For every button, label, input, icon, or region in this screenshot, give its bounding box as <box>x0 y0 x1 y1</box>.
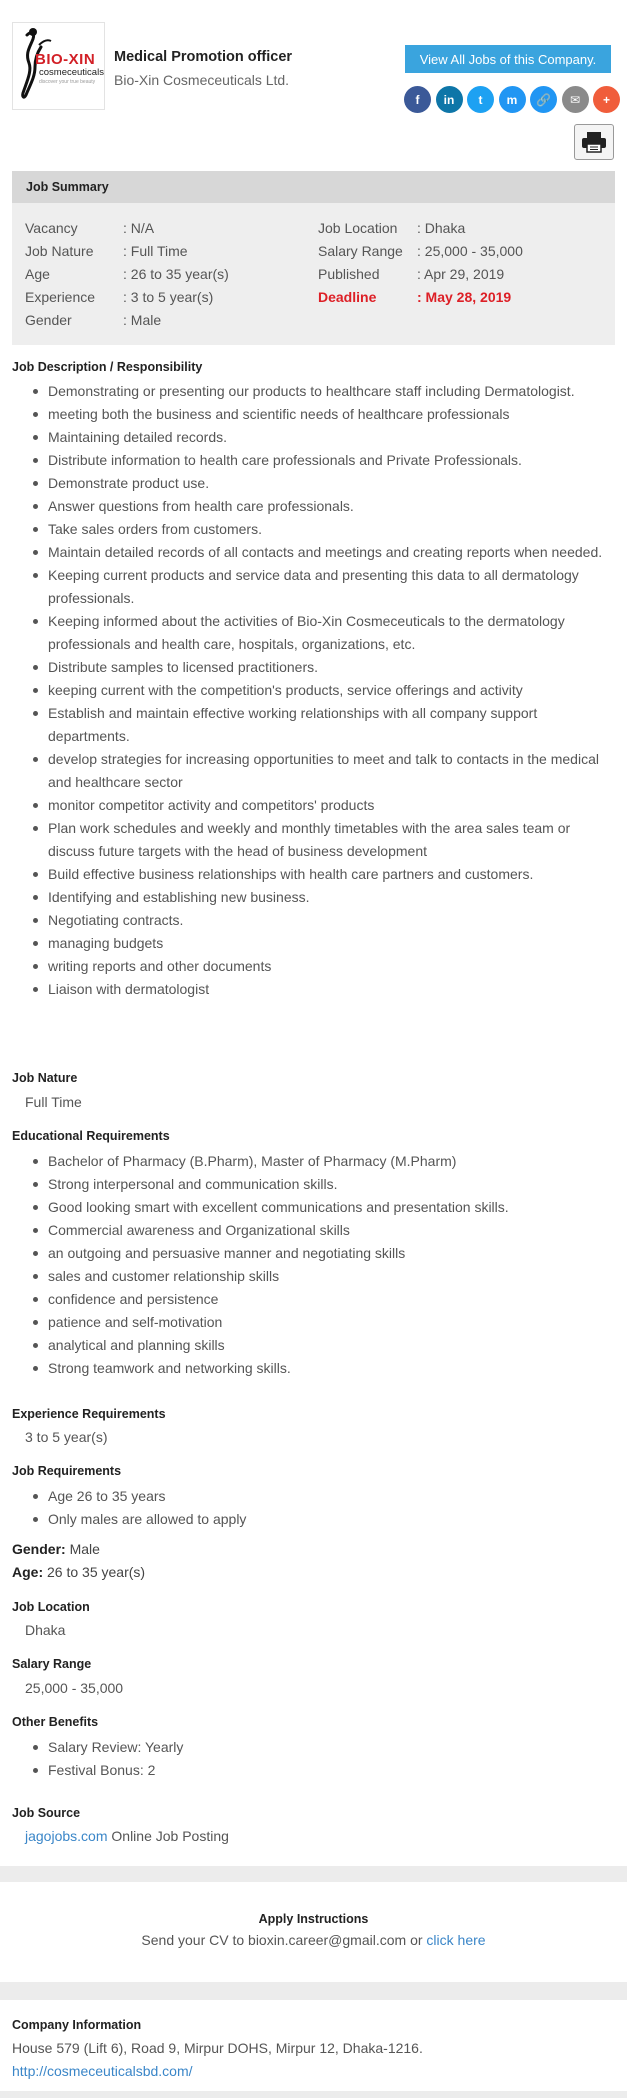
gender-line: Gender: Male <box>12 1541 100 1557</box>
list-item: Demonstrating or presenting our products to healthcare staff including Dermatologist. <box>29 380 619 403</box>
list-item: Maintaining detailed records. <box>29 426 619 449</box>
source-line: jagojobs.com Online Job Posting <box>25 1828 229 1844</box>
source-title: Job Source <box>12 1806 81 1820</box>
list-item: Answer questions from health care professionals. <box>29 495 619 518</box>
experience-title: Experience Requirements <box>12 1407 166 1421</box>
list-item: Maintain detailed records of all contacts and meetings and creating reports when needed. <box>29 541 619 564</box>
apply-text: Send your CV to bioxin.career@gmail.com or click here <box>141 1932 486 1948</box>
logo-tagline: discover your true beauty <box>39 79 96 85</box>
company-website-link[interactable]: http://cosmeceuticalsbd.com/ <box>12 2063 193 2079</box>
job-summary-heading: Job Summary <box>12 171 615 203</box>
job-requirements-list <box>29 1485 619 1531</box>
location-value: Dhaka <box>25 1622 66 1638</box>
company-info-title: Company Information <box>12 2018 142 2032</box>
summary-deadline: Deadline : May 28, 2019 <box>318 289 512 305</box>
list-item: Good looking smart with excellent communications and presentation skills. <box>29 1196 619 1219</box>
company-logo[interactable] <box>12 22 105 110</box>
list-item: Keeping current products and service data and presenting this data to all dermatology professionals. <box>29 564 619 610</box>
list-item: Distribute samples to licensed practitioners. <box>29 656 619 679</box>
list-item: Build effective business relationships with health care partners and customers. <box>29 863 619 886</box>
printer-icon <box>581 131 607 153</box>
link-icon[interactable]: 🔗 <box>530 86 557 113</box>
job-nature-title: Job Nature <box>12 1071 78 1085</box>
list-item: patience and self-motivation <box>29 1311 619 1334</box>
job-header <box>0 0 627 170</box>
list-item: Festival Bonus: 2 <box>29 1759 619 1782</box>
share-buttons <box>404 86 620 113</box>
job-nature-value: Full Time <box>25 1094 82 1110</box>
company-name[interactable]: Bio-Xin Cosmeceuticals Ltd. <box>114 72 290 88</box>
list-item: Salary Review: Yearly <box>29 1736 619 1759</box>
job-title: Medical Promotion officer <box>114 49 293 65</box>
age-line: Age: 26 to 35 year(s) <box>12 1564 146 1580</box>
footer-band <box>0 2091 627 2098</box>
job-requirements-title: Job Requirements <box>12 1464 122 1478</box>
twitter-icon[interactable]: t <box>467 86 494 113</box>
summary-salary: Salary Range : 25,000 - 35,000 <box>318 243 523 259</box>
summary-location: Job Location : Dhaka <box>318 220 466 236</box>
list-item: Age 26 to 35 years <box>29 1485 619 1508</box>
list-item: Take sales orders from customers. <box>29 518 619 541</box>
messenger-icon[interactable]: m <box>499 86 526 113</box>
description-title: Job Description / Responsibility <box>12 360 203 374</box>
description-list <box>29 380 619 1001</box>
print-button[interactable] <box>574 124 614 160</box>
list-item: develop strategies for increasing opportunities to meet and talk to contacts in the medical and healthcare sector <box>29 748 619 794</box>
summary-published: Published : Apr 29, 2019 <box>318 266 505 282</box>
salary-value: 25,000 - 35,000 <box>25 1680 124 1696</box>
list-item: Commercial awareness and Organizational skills <box>29 1219 619 1242</box>
list-item: writing reports and other documents <box>29 955 619 978</box>
separator-band <box>0 1866 627 1882</box>
email-icon[interactable]: ✉ <box>562 86 589 113</box>
logo-text: BIO-XIN <box>35 51 96 68</box>
location-title: Job Location <box>12 1600 90 1614</box>
summary-gender: Gender : Male <box>25 312 162 328</box>
list-item: Strong teamwork and networking skills. <box>29 1357 619 1380</box>
company-address: House 579 (Lift 6), Road 9, Mirpur DOHS, Mirpur 12, Dhaka-1216. <box>12 2040 423 2056</box>
logo-sub: cosmeceuticals <box>39 67 104 78</box>
list-item: monitor competitor activity and competitors' products <box>29 794 619 817</box>
benefits-title: Other Benefits <box>12 1715 99 1729</box>
benefits-list <box>29 1736 619 1782</box>
job-summary-box <box>12 203 615 345</box>
list-item: Only males are allowed to apply <box>29 1508 619 1531</box>
salary-title: Salary Range <box>12 1657 92 1671</box>
education-list <box>29 1150 619 1380</box>
summary-job-nature: Job Nature : Full Time <box>25 243 188 259</box>
separator-band-2 <box>0 1982 627 2000</box>
experience-value: 3 to 5 year(s) <box>25 1429 108 1445</box>
apply-title: Apply Instructions <box>258 1912 369 1926</box>
list-item: Strong interpersonal and communication skills. <box>29 1173 619 1196</box>
summary-experience: Experience : 3 to 5 year(s) <box>25 289 214 305</box>
view-all-jobs-button[interactable]: View All Jobs of this Company. <box>405 45 611 73</box>
list-item: Bachelor of Pharmacy (B.Pharm), Master of Pharmacy (M.Pharm) <box>29 1150 619 1173</box>
list-item: an outgoing and persuasive manner and negotiating skills <box>29 1242 619 1265</box>
list-item: Establish and maintain effective working relationships with all company support departments. <box>29 702 619 748</box>
summary-age: Age : 26 to 35 year(s) <box>25 266 229 282</box>
list-item: meeting both the business and scientific needs of healthcare professionals <box>29 403 619 426</box>
apply-click-here-link[interactable]: click here <box>426 1932 486 1948</box>
list-item: managing budgets <box>29 932 619 955</box>
list-item: Distribute information to health care professionals and Private Professionals. <box>29 449 619 472</box>
summary-vacancy: Vacancy : N/A <box>25 220 155 236</box>
list-item: Liaison with dermatologist <box>29 978 619 1001</box>
education-title: Educational Requirements <box>12 1129 170 1143</box>
linkedin-icon[interactable]: in <box>436 86 463 113</box>
list-item: Identifying and establishing new business. <box>29 886 619 909</box>
list-item: sales and customer relationship skills <box>29 1265 619 1288</box>
list-item: analytical and planning skills <box>29 1334 619 1357</box>
list-item: Negotiating contracts. <box>29 909 619 932</box>
list-item: keeping current with the competition's products, service offerings and activity <box>29 679 619 702</box>
list-item: Keeping informed about the activities of Bio-Xin Cosmeceuticals to the dermatology professionals and health care, hospitals, organizations, etc. <box>29 610 619 656</box>
source-link[interactable]: jagojobs.com <box>25 1828 108 1844</box>
list-item: confidence and persistence <box>29 1288 619 1311</box>
facebook-icon[interactable]: f <box>404 86 431 113</box>
list-item: Demonstrate product use. <box>29 472 619 495</box>
plus-icon[interactable]: + <box>593 86 620 113</box>
list-item: Plan work schedules and weekly and monthly timetables with the area sales team or discuss future targets with the head of business development <box>29 817 619 863</box>
